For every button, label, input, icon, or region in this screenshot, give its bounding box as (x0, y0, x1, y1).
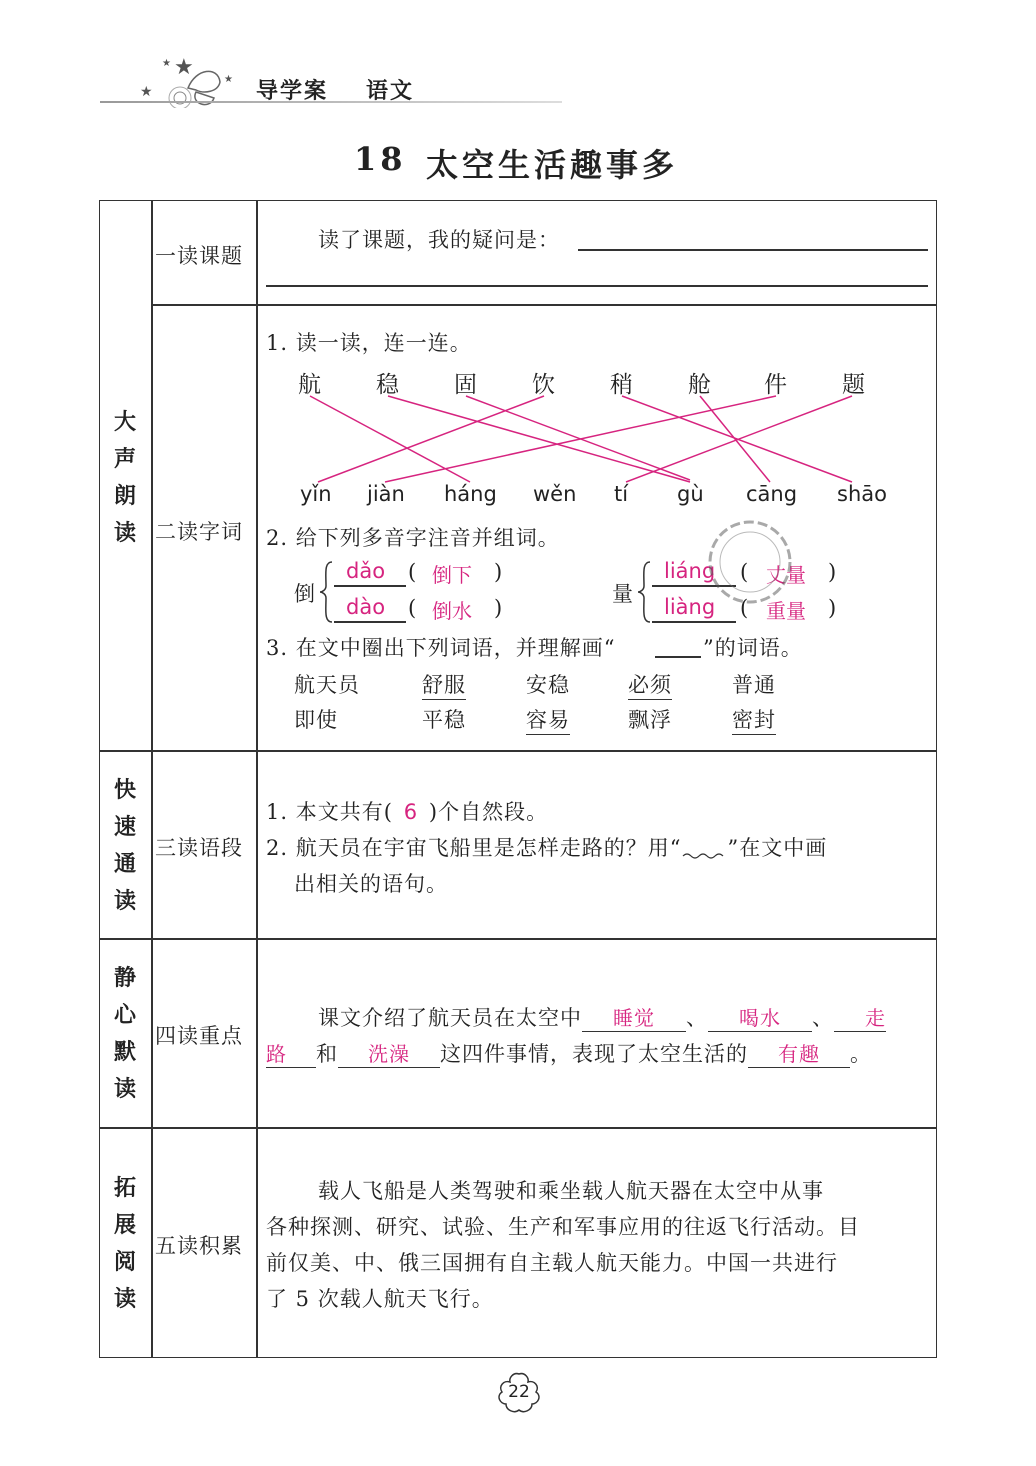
wavy-line-sample (681, 842, 727, 862)
paragraph-count-answer: 6 (403, 800, 419, 824)
vocab-word: 航天员 (294, 673, 360, 697)
section-label-silent-read: 静 心 默 读 (113, 965, 136, 1102)
row-label-title: 一读课题 (155, 244, 243, 268)
lesson-number: 18 (354, 140, 407, 178)
brace-icon (318, 560, 334, 624)
stamp-icon (700, 512, 800, 612)
q3-instruction-b: ”的词语。 (703, 636, 803, 660)
title-question-prompt: 读了课题，我的疑问是： (318, 228, 560, 252)
vocab-word: 平稳 (422, 708, 466, 732)
match-char-6: 件 (764, 372, 787, 398)
svg-text:★: ★ (162, 58, 171, 69)
paren-close: ) (494, 596, 504, 620)
poly2-line-2 (652, 621, 736, 623)
poly1-word-2: 倒水 (432, 599, 472, 623)
poly1-line-2 (334, 621, 406, 623)
match-pinyin-2: háng (444, 482, 497, 506)
row-label-accumulate: 五读积累 (155, 1234, 243, 1258)
polyphone-char-2: 量 (612, 582, 634, 606)
match-pinyin-7: shāo (837, 482, 887, 506)
row-label-passage: 三读语段 (155, 836, 243, 860)
match-pinyin-0: yǐn (300, 482, 332, 506)
page-number: 22 (508, 1382, 530, 1402)
answer-walk-2: 路 (266, 1038, 316, 1068)
poly2-word-2: 重量 (766, 599, 806, 623)
paren-open: ( (740, 596, 750, 620)
lesson-title: 太空生活趣事多 (426, 146, 679, 184)
focus-line-2: 路 和 洗澡 这四件事情，表现了太空生活的 有趣 。 (266, 1038, 872, 1068)
reading-line-4: 了 5 次载人航天飞行。 (266, 1287, 494, 1311)
q1-instruction: 1. 读一读，连一连。 (266, 331, 472, 355)
paren-open: ( (408, 596, 418, 620)
row-label-words: 二读字词 (155, 520, 243, 544)
reading-line-3: 前仅美、中、俄三国拥有自主载人航天能力。中国一共进行 (266, 1251, 838, 1275)
match-char-1: 稳 (376, 372, 399, 398)
vocab-word-underlined: 密封 (732, 704, 776, 735)
match-pinyin-1: jiàn (367, 482, 405, 506)
q1-paragraph-count: 1. 本文共有( 6 )个自然段。 (266, 800, 549, 824)
paren-close: ) (828, 560, 838, 584)
section-label-quick-read: 快 速 通 读 (113, 777, 136, 914)
match-char-7: 题 (842, 372, 865, 398)
svg-text:★: ★ (174, 55, 194, 80)
match-char-4: 稍 (610, 372, 633, 398)
poly2-pinyin-1: liáng (664, 559, 716, 583)
vocab-word: 即使 (294, 708, 338, 732)
q2-walking-question: 2. 航天员在宇宙飞船里是怎样走路的？用“ ”在文中画 (266, 836, 828, 860)
answer-interesting: 有趣 (748, 1038, 850, 1068)
answer-drink: 喝水 (708, 1002, 812, 1032)
q3-instruction-a: 3. 在文中圈出下列词语，并理解画“ (266, 636, 616, 660)
match-pinyin-6: cāng (746, 482, 798, 506)
svg-text:★: ★ (224, 74, 233, 85)
match-char-0: 航 (298, 372, 321, 398)
polyphone-char-1: 倒 (294, 582, 316, 606)
poly1-line-1 (334, 585, 406, 587)
reading-line-1: 载人飞船是人类驾驶和乘坐载人航天器在太空中从事 (318, 1179, 824, 1203)
answer-bath: 洗澡 (338, 1038, 440, 1068)
match-pinyin-3: wěn (533, 482, 577, 506)
brace-icon (636, 560, 652, 624)
section-label-extended-read: 拓 展 阅 读 (113, 1175, 136, 1312)
poly1-pinyin-1: dǎo (346, 559, 386, 583)
paren-open: ( (740, 560, 750, 584)
poly2-pinyin-2: liàng (664, 595, 716, 619)
vocab-word-underlined: 容易 (526, 704, 570, 735)
header-book: 导学案 (256, 78, 329, 104)
poly2-word-1: 丈量 (766, 563, 806, 587)
vocab-word: 安稳 (526, 673, 570, 697)
header-subject: 语文 (366, 78, 415, 104)
answer-sleep: 睡觉 (582, 1002, 686, 1032)
paren-close: ) (828, 596, 838, 620)
paren-open: ( (408, 560, 418, 584)
paren-close: ) (494, 560, 504, 584)
section-label-read-aloud: 大 声 朗 读 (113, 409, 136, 546)
row-label-focus: 四读重点 (155, 1024, 243, 1048)
poly1-pinyin-2: dào (346, 595, 386, 619)
vocab-word: 普通 (732, 673, 776, 697)
q2-walking-question-cont: 出相关的语句。 (294, 872, 448, 896)
svg-text:★: ★ (140, 84, 153, 100)
poly1-word-1: 倒下 (432, 563, 472, 587)
vocab-word: 飘浮 (628, 708, 672, 732)
reading-line-2: 各种探测、研究、试验、生产和军事应用的往返飞行活动。目 (266, 1215, 860, 1239)
q2-instruction: 2. 给下列多音字注音并组词。 (266, 526, 560, 550)
match-char-5: 舱 (688, 372, 711, 398)
match-pinyin-4: tí (614, 482, 629, 506)
vocab-word-underlined: 必须 (628, 669, 672, 700)
q3-underline-sample (655, 656, 701, 658)
match-char-2: 固 (454, 372, 477, 398)
match-char-3: 饮 (532, 372, 555, 398)
focus-line-1: 课文介绍了航天员在太空中 睡觉 、 喝水 、 走 (318, 1002, 886, 1032)
match-pinyin-5: gù (677, 482, 704, 506)
vocab-word-underlined: 舒服 (422, 669, 466, 700)
answer-walk-1: 走 (834, 1002, 886, 1032)
